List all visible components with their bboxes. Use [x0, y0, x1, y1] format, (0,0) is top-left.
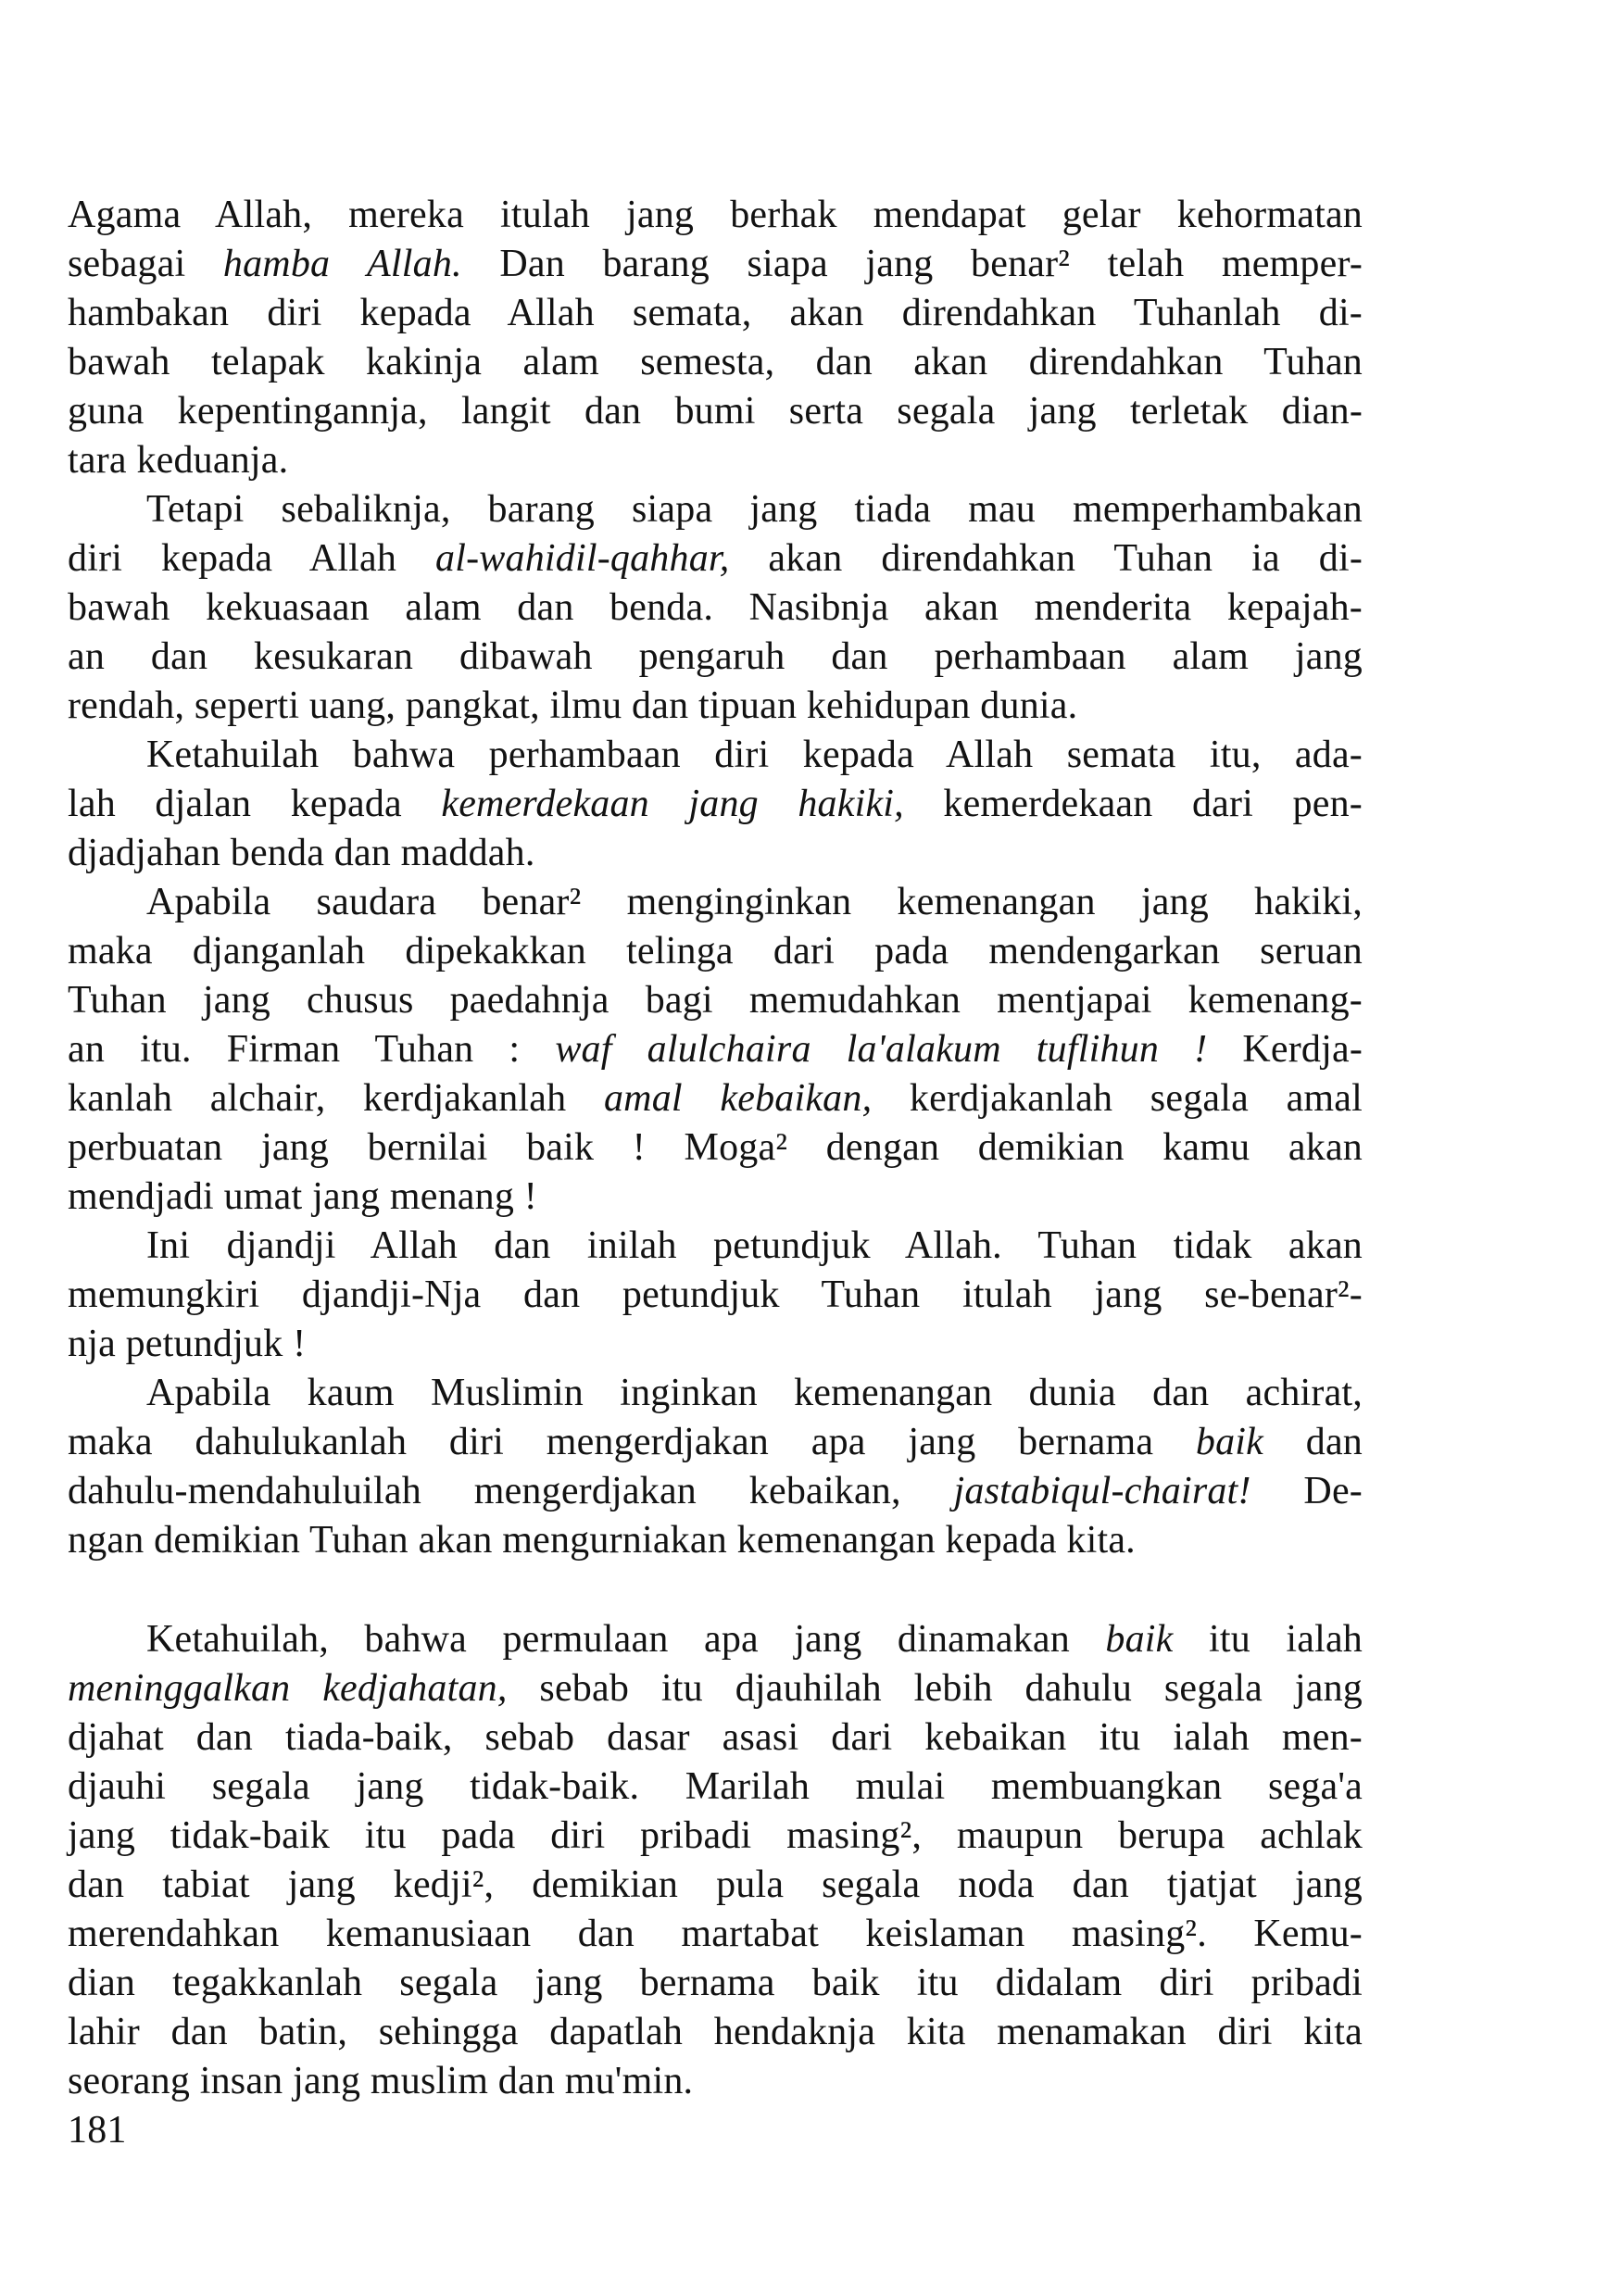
text-segment: mendjadi umat jang menang ! [68, 1175, 537, 1218]
text-segment: sebab itu djauhilah lebih dahulu segala jang [507, 1667, 1363, 1710]
text-segment: akan direndahkan Tuhan ia di- [729, 537, 1363, 580]
text-line [68, 1812, 1363, 1861]
paragraph [68, 485, 1363, 731]
text-segment: sebagai [68, 243, 223, 285]
text-line [68, 1516, 1363, 1565]
text-line [68, 1861, 1363, 1910]
text-segment: jastabiqul-chairat! [953, 1470, 1251, 1512]
text-line [68, 240, 1363, 289]
text-segment: rendah, seperti uang, pangkat, ilmu dan tipuan kehidupan dunia. [68, 684, 1078, 727]
text-segment: perbuatan jang bernilai baik ! Moga² dengan demikian kamu akan [68, 1126, 1363, 1169]
text-segment: diri kepada Allah [68, 537, 436, 580]
text-segment: dan tabiat jang kedji², demikian pula segala noda dan tjatjat jang [68, 1863, 1363, 1906]
text-segment: Apabila kaum Muslimin inginkan kemenangan dunia dan achirat, [146, 1372, 1363, 1414]
text-segment: bawah telapak kakinja alam semesta, dan akan direndahkan Tuhan [68, 341, 1363, 383]
text-segment: De- [1250, 1470, 1363, 1512]
text-segment: al-wahidil-qahhar, [435, 537, 730, 580]
paragraph [68, 878, 1363, 1222]
text-segment: dahulu-mendahuluilah mengerdjakan kebaikan, [68, 1470, 954, 1512]
text-segment: an dan kesukaran dibawah pengaruh dan perhambaan alam jang [68, 635, 1363, 678]
text-segment: maka djanganlah dipekakkan telinga dari pada mendengarkan seruan [68, 930, 1363, 972]
text-segment: Apabila saudara benar² menginginkan kemenangan jang hakiki, [146, 881, 1363, 923]
text-block [68, 191, 1363, 2155]
text-line [68, 1123, 1363, 1173]
text-segment: djadjahan benda dan maddah. [68, 832, 535, 874]
text-segment: guna kepentingannja, langit dan bumi serta segala jang terletak dian- [68, 390, 1363, 433]
text-segment: merendahkan kemanusiaan dan martabat keislaman masing². Kemu- [68, 1913, 1363, 1955]
text-line [68, 927, 1363, 976]
text-segment: dan [1263, 1421, 1363, 1463]
text-segment: meninggalkan kedjahatan, [68, 1667, 508, 1710]
text-line [68, 1320, 1363, 1369]
text-line [68, 1025, 1363, 1074]
text-segment: dian tegakkanlah segala jang bernama baik itu didalam diri pribadi [68, 1962, 1363, 2004]
text-line [68, 878, 1363, 927]
text-segment: lah djalan kepada [68, 783, 442, 825]
text-line [68, 1074, 1363, 1123]
text-line [68, 2057, 1363, 2106]
text-line [68, 338, 1363, 387]
text-segment: djahat dan tiada-baik, sebab dasar asasi dari kebaikan itu ialah men- [68, 1716, 1363, 1759]
paragraph [68, 191, 1363, 485]
text-line [68, 633, 1363, 682]
text-segment: Tetapi sebaliknja, barang siapa jang tiada mau memperhambakan [146, 488, 1363, 531]
text-line [68, 1173, 1363, 1222]
text-segment: memungkiri djandji-Nja dan petundjuk Tuhan itulah jang se-benar²- [68, 1273, 1363, 1316]
text-line [68, 1418, 1363, 1467]
text-segment: Ini djandji Allah dan inilah petundjuk Allah. Tuhan tidak akan [146, 1224, 1363, 1267]
text-line [68, 1467, 1363, 1516]
text-segment: amal kebaikan, [603, 1077, 873, 1120]
text-segment: itu ialah [1173, 1618, 1363, 1661]
text-line [68, 436, 1363, 485]
text-line [68, 583, 1363, 633]
text-line [68, 1713, 1363, 1763]
paragraph [68, 1369, 1363, 1565]
text-segment: Dan barang siapa jang benar² telah memper- [461, 243, 1363, 285]
text-segment: hamba Allah. [222, 243, 462, 285]
text-line [68, 1271, 1363, 1320]
text-segment: Kerdja- [1207, 1028, 1363, 1071]
text-line [68, 191, 1363, 240]
paragraph [68, 1615, 1363, 2106]
text-segment: hambakan diri kepada Allah semata, akan direndahkan Tuhanlah di- [68, 292, 1363, 334]
text-segment: Ketahuilah bahwa perhambaan diri kepada Allah semata itu, ada- [146, 734, 1363, 776]
text-segment: jang tidak-baik itu pada diri pribadi masing², maupun berupa achlak [68, 1814, 1363, 1857]
text-segment: maka dahulukanlah diri mengerdjakan apa jang bernama [68, 1421, 1196, 1463]
paragraph [68, 731, 1363, 878]
page-number: 181 [68, 2109, 127, 2152]
text-line [68, 1959, 1363, 2008]
text-line [68, 485, 1363, 534]
text-segment: baik [1195, 1421, 1264, 1463]
text-segment: lahir dan batin, sehingga dapatlah hendaknja kita menamakan diri kita [68, 2011, 1363, 2053]
text-segment: an itu. Firman Tuhan : [68, 1028, 556, 1071]
text-segment: kemerdekaan jang hakiki, [441, 783, 904, 825]
text-line [68, 731, 1363, 780]
text-segment: kemerdekaan dari pen- [903, 783, 1363, 825]
text-segment: ngan demikian Tuhan akan mengurniakan kemenangan kepada kita. [68, 1519, 1136, 1562]
text-line [68, 780, 1363, 829]
text-line [68, 534, 1363, 583]
text-segment: waf alulchaira la'alakum tuflihun ! [555, 1028, 1208, 1071]
text-line [68, 829, 1363, 878]
text-segment: Ketahuilah, bahwa permulaan apa jang dinamakan [146, 1618, 1106, 1661]
text-line [68, 289, 1363, 338]
text-line [68, 387, 1363, 436]
text-segment: seorang insan jang muslim dan mu'min. [68, 2060, 694, 2102]
text-segment: kerdjakanlah segala amal [872, 1077, 1363, 1120]
text-segment: bawah kekuasaan alam dan benda. Nasibnja akan menderita kepajah- [68, 586, 1363, 629]
text-line [68, 1763, 1363, 1812]
text-line [68, 2008, 1363, 2057]
text-segment: kanlah alchair, kerdjakanlah [68, 1077, 604, 1120]
text-line [68, 682, 1363, 731]
text-line [68, 1369, 1363, 1418]
paragraph [68, 1222, 1363, 1369]
text-segment: baik [1105, 1618, 1174, 1661]
text-segment: Tuhan jang chusus paedahnja bagi memudahkan mentjapai kemenang- [68, 979, 1363, 1022]
text-line [68, 1664, 1363, 1713]
text-line [68, 1615, 1363, 1664]
text-line [68, 1910, 1363, 1959]
text-line [68, 1222, 1363, 1271]
text-segment: djauhi segala jang tidak-baik. Marilah mulai membuangkan sega'a [68, 1765, 1363, 1808]
text-segment: nja petundjuk ! [68, 1323, 307, 1365]
text-segment: tara keduanja. [68, 439, 289, 482]
text-segment: Agama Allah, mereka itulah jang berhak mendapat gelar kehormatan [68, 194, 1363, 236]
text-line [68, 976, 1363, 1025]
